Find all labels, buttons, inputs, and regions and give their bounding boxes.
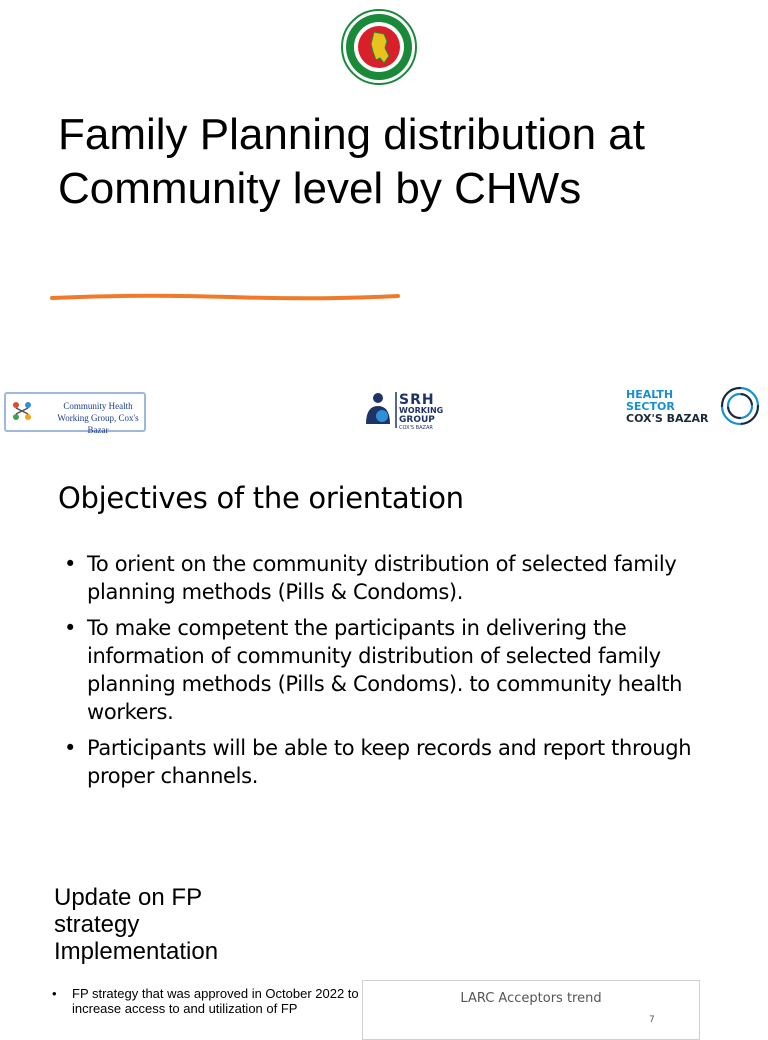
srh-logo-line3: GROUP (399, 415, 435, 425)
page-title: Family Planning distribution at Community level by CHWs (58, 110, 645, 213)
larc-chart (362, 980, 700, 1040)
objective-text: Participants will be able to keep records and report through proper channels. (87, 736, 692, 788)
chwg-logo-line1: Community Health (63, 401, 133, 411)
list-item: • To orient on the community distribution of selected family planning methods (Pills & Condoms). (64, 552, 677, 604)
objective-text: To make competent the participants in delivering the information of community distribution of selected family planning methods (Pills & Condoms). to community health workers. (87, 616, 683, 724)
update-list (52, 986, 362, 1016)
chart-y-tick: 7 (649, 1015, 655, 1025)
update-heading: Update on FP strategy Implementation (54, 884, 219, 965)
hs-logo-line3: COX'S BAZAR (626, 412, 709, 425)
list-item: • To make competent the participants in delivering the information of community distribution of selected family planning methods (Pills & Condoms). to community health workers. (64, 616, 683, 724)
hs-logo-line2: SECTOR (626, 400, 675, 413)
objective-text: To orient on the community distribution of selected family planning methods (Pills & Condoms). (87, 552, 677, 604)
chwg-logo-line2: Working Group, Cox's Bazar (57, 413, 139, 435)
chart-title: LARC Acceptors trend (460, 991, 602, 1006)
chwg-logo (4, 392, 146, 435)
hs-logo-line1: HEALTH (626, 388, 674, 401)
government-emblem-icon (340, 8, 418, 86)
objectives-list (64, 550, 724, 798)
list-item: • FP strategy that was approved in October 2022 to increase access to and utilization of FP (52, 986, 359, 1016)
update-text: FP strategy that was approved in October 2022 to increase access to and utilization of FP (72, 986, 359, 1016)
srh-logo-line1: SRH (399, 392, 435, 408)
list-item: • Participants will be able to keep records and report through proper channels. (64, 736, 692, 788)
title-underline (50, 290, 400, 304)
srh-working-group-logo (362, 388, 452, 432)
health-sector-logo (624, 384, 764, 430)
objectives-heading: Objectives of the orientation (58, 481, 464, 515)
srh-logo-line2: WORKING (399, 406, 444, 415)
swirl-icon (718, 384, 762, 428)
chwg-people-icon (10, 399, 34, 423)
srh-logo-line4: COX'S BAZAR (399, 425, 433, 431)
